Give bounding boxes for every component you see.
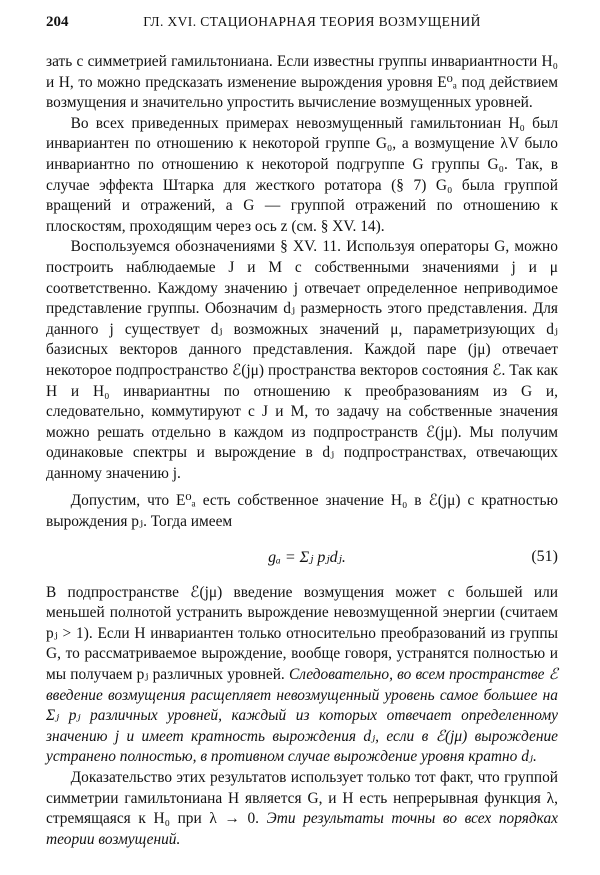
paragraph-5-theorem: Следовательно, во всем пространстве ℰ введение возмущения расщепляет невозмущенный уровень самое большее на Σⱼ pⱼ различных уровней, каждый из которых отвечает определенному значению j и имеет кратность вырождения dⱼ, если в ℰ(jμ) вырождение устранено полностью, в противном случае вырождение уровня кратно dⱼ. <box>46 666 558 766</box>
book-page <box>46 14 558 850</box>
paragraph-5 <box>46 583 558 768</box>
equation-expression: gₐ = Σⱼ pⱼdⱼ. <box>268 548 346 566</box>
paragraph-5-text: В подпространстве ℰ(jμ) введение возмущения может с большей или меньшей полнотой устранить вырождение невозмущенной энергии (считаем pⱼ > 1). Если H инвариантен только относительно преобразований из группы G, то рассматриваемое вырождение, вообще говоря, устранятся полностью и мы получаем pⱼ различных уровней. <box>46 583 558 684</box>
running-header <box>46 14 558 38</box>
running-title: ГЛ. XVI. СТАЦИОНАРНАЯ ТЕОРИЯ ВОЗМУЩЕНИЙ <box>143 14 481 29</box>
equation-51 <box>46 535 558 579</box>
paragraph-4: Допустим, что E⁰ₐ есть собственное значение H₀ в ℰ(jμ) с кратностью вырождения pⱼ. Тогда имеем <box>46 492 558 531</box>
equation-number: (51) <box>531 547 558 565</box>
paragraph-2: Во всех приведенных примерах невозмущенный гамильтониан H₀ был инвариантен по отношению к некоторой группе G₀, а возмущение λV было инвариантно по отношению к некоторой подгруппе G группы G₀. Так, в случае эффекта Штарка для жесткого ротатора (§ 7) G₀ была группой вращений и отражений, а G — группой отражений по отношению к плоскостям, проходящим через ось z (см. § XV. 14). <box>46 114 558 235</box>
spacer <box>46 484 558 491</box>
paragraph-6-conclusion: Эти результаты точны во всех порядках теории возмущений. <box>46 810 559 848</box>
paragraph-1: зать с симметрией гамильтониана. Если известны группы инвариантности H₀ и H, то можно предсказать изменение вырождения уровня E⁰ₐ под действием возмущения и значительно упростить вычисление возмущенных уровней. <box>46 53 558 112</box>
paragraph-6-text: Доказательство этих результатов использует только тот факт, что группой симметрии гамильтониана H является G, и H есть непрерывная функция λ, стремящаяся к H₀ при λ → 0. <box>46 769 558 828</box>
paragraph-6 <box>46 768 558 850</box>
paragraph-3: Воспользуемся обозначениями § XV. 11. Используя операторы G, можно построить наблюдаемые J и M с собственными значениями j и μ соответственно. Каждому значению j отвечает определенное неприводимое представление группы. Обозначим dⱼ размерность этого представления. Для данного j существует dⱼ возможных значений μ, параметризующих dⱼ базисных векторов данного представления. Каждой паре (jμ) отвечает некоторое подпространство ℰ(jμ) пространства векторов состояния ℰ. Так как H и H₀ инвариантны по отношению к преобразованиям из G и, следовательно, коммутируют с J и M, то задачу на собственные значения можно решать отдельно в каждом из подпространств ℰ(jμ). Мы получим одинаковые спектры и вырождение в dⱼ подпространствах, отвечающих данному значению j. <box>46 238 558 482</box>
page-body <box>46 52 558 850</box>
page-number: 204 <box>46 14 69 30</box>
